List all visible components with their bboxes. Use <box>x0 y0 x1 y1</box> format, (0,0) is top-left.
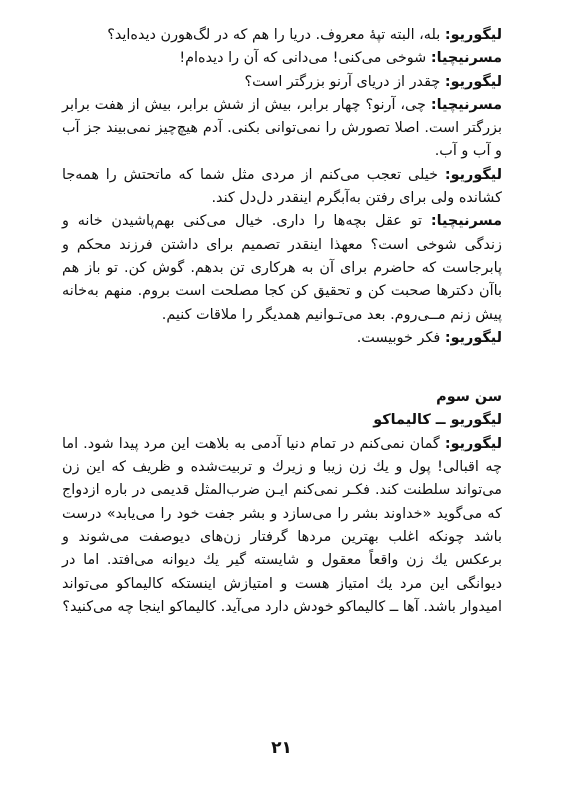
speaker-name: لیگوریو: <box>444 27 502 43</box>
dialogue-text: بله، البته تپهٔ معروف. دریا را هم که در لگ‌هورن دیده‌اید؟ <box>107 27 445 43</box>
speaker-name: لیگوریو: <box>444 329 502 346</box>
scene-cast: لیگوریو ــ کالیماکو <box>373 412 502 429</box>
document-page <box>62 24 502 619</box>
dialogue-text: چی، آرنو؟ چهار برابر، بیش از شش برابر، بیش از هفت برابر بزرگتر است. اصلا تصورش را نمی‌توانی بکنی. آدم هیچ‌چیز نمی‌بیند جز آب و آب و آب. <box>62 96 502 160</box>
speaker-name: لیگوریو: <box>444 435 502 452</box>
speaker-name: مسرنیچیا: <box>430 50 502 67</box>
dialogue-text: چقدر از دریای آرنو بزرگتر است؟ <box>244 73 445 90</box>
dialogue-text: فکر خوبیست. <box>356 329 445 346</box>
dialogue-line-8 <box>62 433 502 619</box>
dialogue-text: گمان نمی‌کنم در تمام دنیا آدمی به بلاهت این مرد پیدا شود. اما چه اقبالی! پول و یك زن زیبا و زیرك و تربیت‌شده و ظریف كه این زن می‌تواند سلطنت كند. فكـر نمی‌كنم ایـن ضرب‌المثل قدیمی در باره ازدواج كه می‌گوید «خداوند بشر را می‌سازد و بشر جفت خود را می‌یابد» درست باشد چونكه اغلب بهترین مردها گرفتار زن‌های دیوصفت می‌شوند و برعكس یك زن واقعاً معقول و شایسته گیر یك دیوانه می‌افتد. اما در دیوانگی این مرد یك امتیاز هست و امتیازش اینستكه كالیماكو می‌تواند امیدوار باشد. آها ــ كالیماكو خودش دارد می‌آید. كالیماكو اینجا چه می‌كنید؟ <box>62 435 502 615</box>
dialogue-text: تو عقل بچه‌ها را داری. خیال می‌کنی بهم‌پاشیدن خانه و زندگی شوخی است؟ معهذا اینقدر تصمیم برای داشتن فرزند محکم و پابرجاست که حاضرم برای آن به هرکاری تن بدهم. گوش کن. تو باز هم باآن دکترها صحبت کن و تحقیق کن کجا مصلحت است بروم. منهم به‌خانه پیش زنم مــی‌روم. بعد می‌تـوانیم همدیگر را ملاقات کنیم. <box>62 213 502 323</box>
dialogue-line-7 <box>62 327 502 350</box>
page-number: ۲۱ <box>271 738 292 758</box>
dialogue-line-6 <box>62 210 502 326</box>
section-gap <box>62 350 502 386</box>
speaker-name: مسرنیچیا: <box>430 213 502 230</box>
speaker-name: لیگوریو: <box>444 73 502 90</box>
dialogue-line-2 <box>62 47 502 70</box>
dialogue-line-4 <box>62 94 502 164</box>
dialogue-text: شوخی می‌کنی! می‌دانی که آن را دیده‌ام! <box>179 50 431 67</box>
scene-title: سن سوم <box>436 389 502 406</box>
speaker-name: لیگوریو: <box>444 166 502 183</box>
dialogue-text: خیلی تعجب می‌کنم از مردی مثل شما که ماتحتش را همه‌جا کشانده ولی برای رفتن به‌آبگرم اینقدر دل‌دل کند. <box>62 166 502 207</box>
dialogue-line-3 <box>62 71 502 94</box>
dialogue-line-1 <box>62 24 502 47</box>
dialogue-line-5 <box>62 164 502 211</box>
speaker-name: مسرنیچیا: <box>430 96 502 113</box>
